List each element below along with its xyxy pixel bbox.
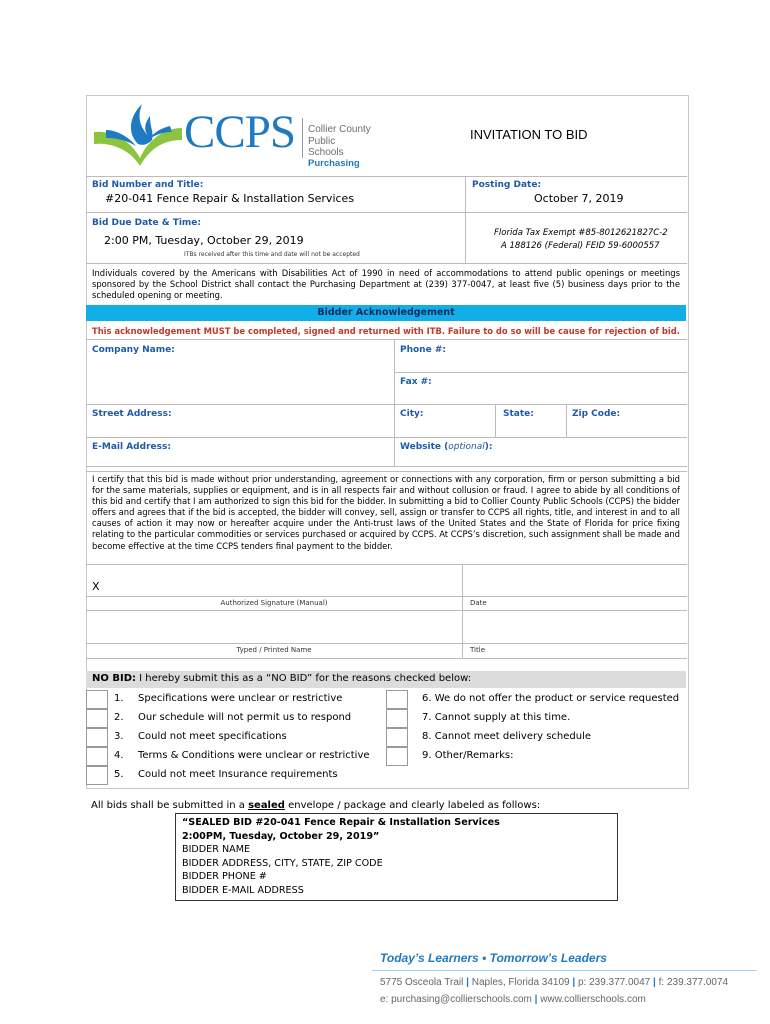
no-bid-heading	[92, 673, 471, 684]
no-bid-reason-3: 3. Could not meet specifications	[114, 731, 287, 742]
state-field[interactable]: State:	[503, 409, 534, 419]
authorized-signature-input[interactable]	[87, 565, 461, 595]
footer-rule	[372, 970, 757, 971]
footer-address-line: 5775 Osceola Trail | Naples, Florida 34109 | p: 239.377.0047 | f: 239.377.0074	[380, 977, 729, 988]
ccps-logo	[92, 100, 372, 172]
logo-mark: CCPS	[184, 106, 295, 158]
email-field[interactable]: E-Mail Address:	[92, 442, 171, 452]
label-line-address: BIDDER ADDRESS, CITY, STATE, ZIP CODE	[182, 857, 383, 869]
label-line-due: 2:00PM, Tuesday, October 29, 2019”	[182, 830, 380, 842]
logo-dept: Purchasing	[308, 158, 360, 169]
no-bid-checkbox-3[interactable]	[86, 728, 108, 747]
no-bid-reason-4: 4. Terms & Conditions were unclear or restrictive	[114, 750, 370, 761]
footer-web-link[interactable]: www.collierschools.com	[540, 994, 646, 1005]
title-input[interactable]	[463, 611, 685, 641]
label-line-email: BIDDER E-MAIL ADDRESS	[182, 884, 304, 896]
signature-date-input[interactable]	[463, 565, 685, 595]
phone-field[interactable]: Phone #:	[400, 345, 446, 355]
open-book-flame-icon	[92, 100, 184, 172]
signature-caption: Authorized Signature (Manual)	[220, 599, 328, 607]
zip-code-field[interactable]: Zip Code:	[572, 409, 621, 419]
signature-x-mark: X	[92, 580, 100, 593]
logo-org-line1: Collier County	[308, 124, 371, 135]
printed-name-caption: Typed / Printed Name	[236, 646, 312, 654]
due-date-label: Bid Due Date & Time:	[92, 218, 202, 228]
no-bid-reason-1: 1. Specifications were unclear or restrictive	[114, 693, 343, 704]
no-bid-checkbox-5[interactable]	[86, 766, 108, 785]
no-bid-checkbox-7[interactable]	[386, 709, 408, 728]
website-label: Website (	[400, 442, 449, 452]
footer-separator: |	[466, 977, 472, 988]
no-bid-label: NO BID:	[92, 673, 136, 684]
footer-email-link[interactable]: e: purchasing@collierschools.com	[380, 994, 532, 1005]
fax-field[interactable]: Fax #:	[400, 377, 432, 387]
page-title: INVITATION TO BID	[470, 127, 588, 142]
due-date-note: ITBs received after this time and date will not be accepted	[184, 251, 360, 258]
acknowledgement-heading: Bidder Acknowledgement	[317, 307, 455, 318]
no-bid-reason-2: 2. Our schedule will not permit us to respond	[114, 712, 352, 723]
no-bid-reason-7: 7. Cannot supply at this time.	[422, 712, 571, 723]
ada-notice: Individuals covered by the Americans with Disabilities Act of 1990 in need of accommodations to attend public openings or meetings sponsored by the School District shall contact the Purchasing Department at (239) 377-0047, at least five (5) business days prior to the scheduled opening or meeting.	[92, 268, 680, 301]
title-caption: Title	[470, 646, 486, 654]
no-bid-checkbox-6[interactable]	[386, 690, 408, 709]
feid-line: A 188126 (Federal) FEID 59-6000557	[501, 241, 660, 251]
bid-number-label: Bid Number and Title:	[92, 180, 204, 190]
submission-instructions: All bids shall be submitted in a sealed envelope / package and clearly labeled as follows:	[91, 800, 541, 811]
no-bid-text: I hereby submit this as a “NO BID” for the reasons checked below:	[136, 673, 472, 684]
no-bid-checkbox-8[interactable]	[386, 728, 408, 747]
street-address-field[interactable]: Street Address:	[92, 409, 172, 419]
footer-contact-line	[380, 994, 646, 1005]
footer-tagline: Today’s Learners • Tomorrow’s Leaders	[380, 951, 607, 965]
no-bid-checkbox-4[interactable]	[86, 747, 108, 766]
acknowledgement-warning: This acknowledgement MUST be completed, signed and returned with ITB. Failure to do so will be cause for rejection of bid.	[92, 326, 680, 336]
no-bid-reason-6: 6. We do not offer the product or service requested	[422, 693, 680, 704]
city-field[interactable]: City:	[400, 409, 424, 419]
date-caption: Date	[470, 599, 487, 607]
company-name-field[interactable]: Company Name:	[92, 345, 175, 355]
posting-date-value: October 7, 2019	[534, 192, 624, 205]
no-bid-reason-9: 9. Other/Remarks:	[422, 750, 514, 761]
no-bid-checkbox-2[interactable]	[86, 709, 108, 728]
footer-separator: |	[534, 994, 541, 1005]
no-bid-checkbox-9[interactable]	[386, 747, 408, 766]
due-date-value: 2:00 PM, Tuesday, October 29, 2019	[104, 234, 304, 247]
website-field[interactable]	[400, 442, 492, 452]
no-bid-checkbox-1[interactable]	[86, 690, 108, 709]
label-line-sealed-bid: “SEALED BID #20-041 Fence Repair & Installation Services	[182, 817, 500, 828]
logo-divider	[302, 118, 303, 158]
footer-separator: |	[572, 977, 578, 988]
tax-exempt-line: Florida Tax Exempt #85-8012621827C-2	[494, 228, 668, 238]
website-close: ):	[484, 442, 493, 452]
footer-separator: |	[653, 977, 659, 988]
label-line-phone: BIDDER PHONE #	[182, 871, 267, 883]
label-box	[175, 813, 618, 901]
logo-org-line2: Public Schools	[308, 136, 344, 158]
no-bid-reason-8: 8. Cannot meet delivery schedule	[422, 731, 592, 742]
certification-text: I certify that this bid is made without prior understanding, agreement or connections with any corporation, firm or person submitting a bid for the same materials, supplies or equipment, and is in all respects fair and without collusion or fraud. I agree to abide by all conditions of this bid and certify that I am authorized to sign this bid for the bidder. In submitting a bid to Collier County Public Schools (CCPS) the bidder offers and agrees that if the bid is accepted, the bidder will convey, sell, assign or transfer to CCPS all rights, title, and interest in and to all causes of action it may now or hereafter acquire under the Anti-trust laws of the United States and the State of Florida for price fixing relating to the particular commodities or services purchased or acquired by CCPS. At CCPS’s discretion, such assignment shall be made and become effective at the time CCPS tenders final payment to the bidder.	[92, 474, 680, 551]
posting-date-label: Posting Date:	[472, 180, 542, 190]
website-optional: optional	[448, 442, 485, 452]
label-line-name: BIDDER NAME	[182, 844, 251, 856]
bid-number-value: #20-041 Fence Repair & Installation Services	[105, 192, 355, 205]
no-bid-reason-5: 5. Could not meet Insurance requirements	[114, 769, 338, 780]
printed-name-input[interactable]	[87, 611, 461, 641]
